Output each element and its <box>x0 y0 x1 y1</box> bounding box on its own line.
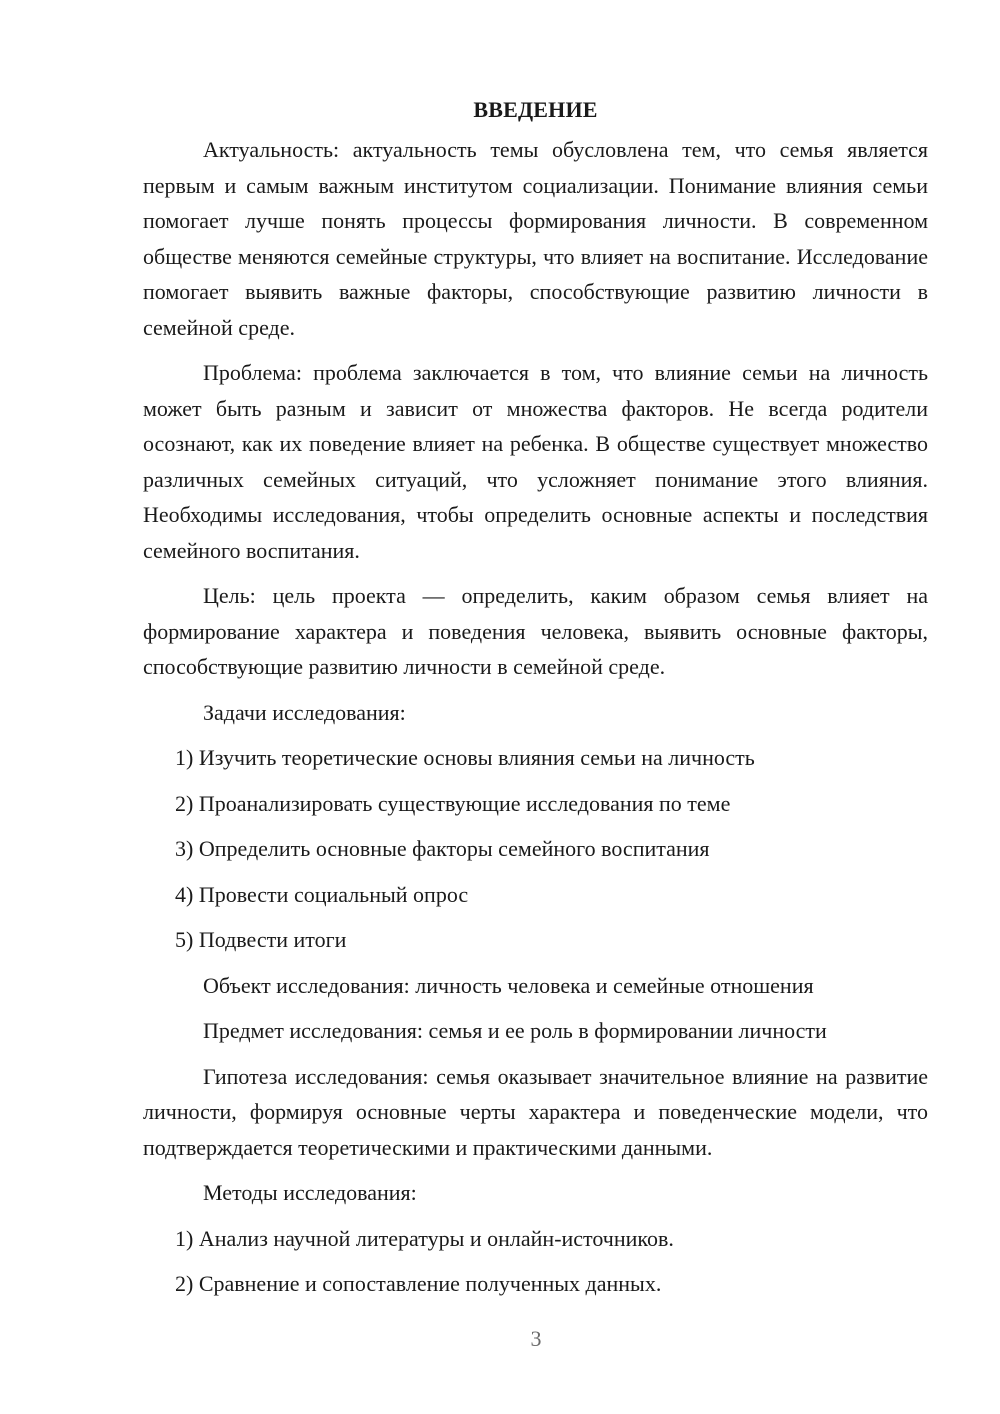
research-object: Объект исследования: личность человека и семейные отношения <box>203 972 814 998</box>
task-item: 5) Подвести итоги <box>175 927 347 952</box>
task-item: 2) Проанализировать существующие исследования по теме <box>175 790 731 816</box>
hypothesis-paragraph: Гипотеза исследования: семья оказывает значительное влияние на развитие личности, формируя основные черты характера и поведенческие модели, что подтверждается теоретическими и практическими данными. <box>143 1063 928 1160</box>
task-item: 1) Изучить теоретические основы влияния семьи на личность <box>175 745 755 770</box>
methods-heading: Методы исследования: <box>203 1180 417 1205</box>
problem-paragraph: Проблема: проблема заключается в том, что влияние семьи на личность может быть разным и зависит от множества факторов. Не всегда родители осознают, как их поведение влияет на ребенка. В обществе существует множество различных семейных ситуаций, что усложняет понимание этого влияния. Необходимы исследования, чтобы определить основные аспекты и последствия семейного воспитания. <box>143 360 928 563</box>
task-item: 4) Провести социальный опрос <box>175 881 469 907</box>
page-title: ВВЕДЕНИЕ <box>473 97 598 122</box>
goal-paragraph: Цель: цель проекта — определить, каким образом семья влияет на формирование характера и поведения человека, выявить основные факторы, способствующие развитию личности в семейной среде. <box>143 583 928 679</box>
method-item: 1) Анализ научной литературы и онлайн-источников. <box>175 1225 674 1251</box>
tasks-heading: Задачи исследования: <box>203 699 406 725</box>
relevance-paragraph: Актуальность: актуальность темы обусловлена тем, что семья является первым и самым важным институтом социализации. Понимание влияния семьи помогает лучше понять процессы формирования личности. В современном обществе меняются семейные структуры, что влияет на воспитание. Исследование помогает выявить важные факторы, способствующие развитию личности в семейной среде. <box>143 137 928 340</box>
page-number: 3 <box>530 1326 542 1351</box>
document-page <box>143 92 928 1312</box>
research-subject: Предмет исследования: семья и ее роль в формировании личности <box>203 1018 827 1043</box>
task-item: 3) Определить основные факторы семейного воспитания <box>175 836 710 861</box>
method-item: 2) Сравнение и сопоставление полученных данных. <box>175 1271 662 1296</box>
